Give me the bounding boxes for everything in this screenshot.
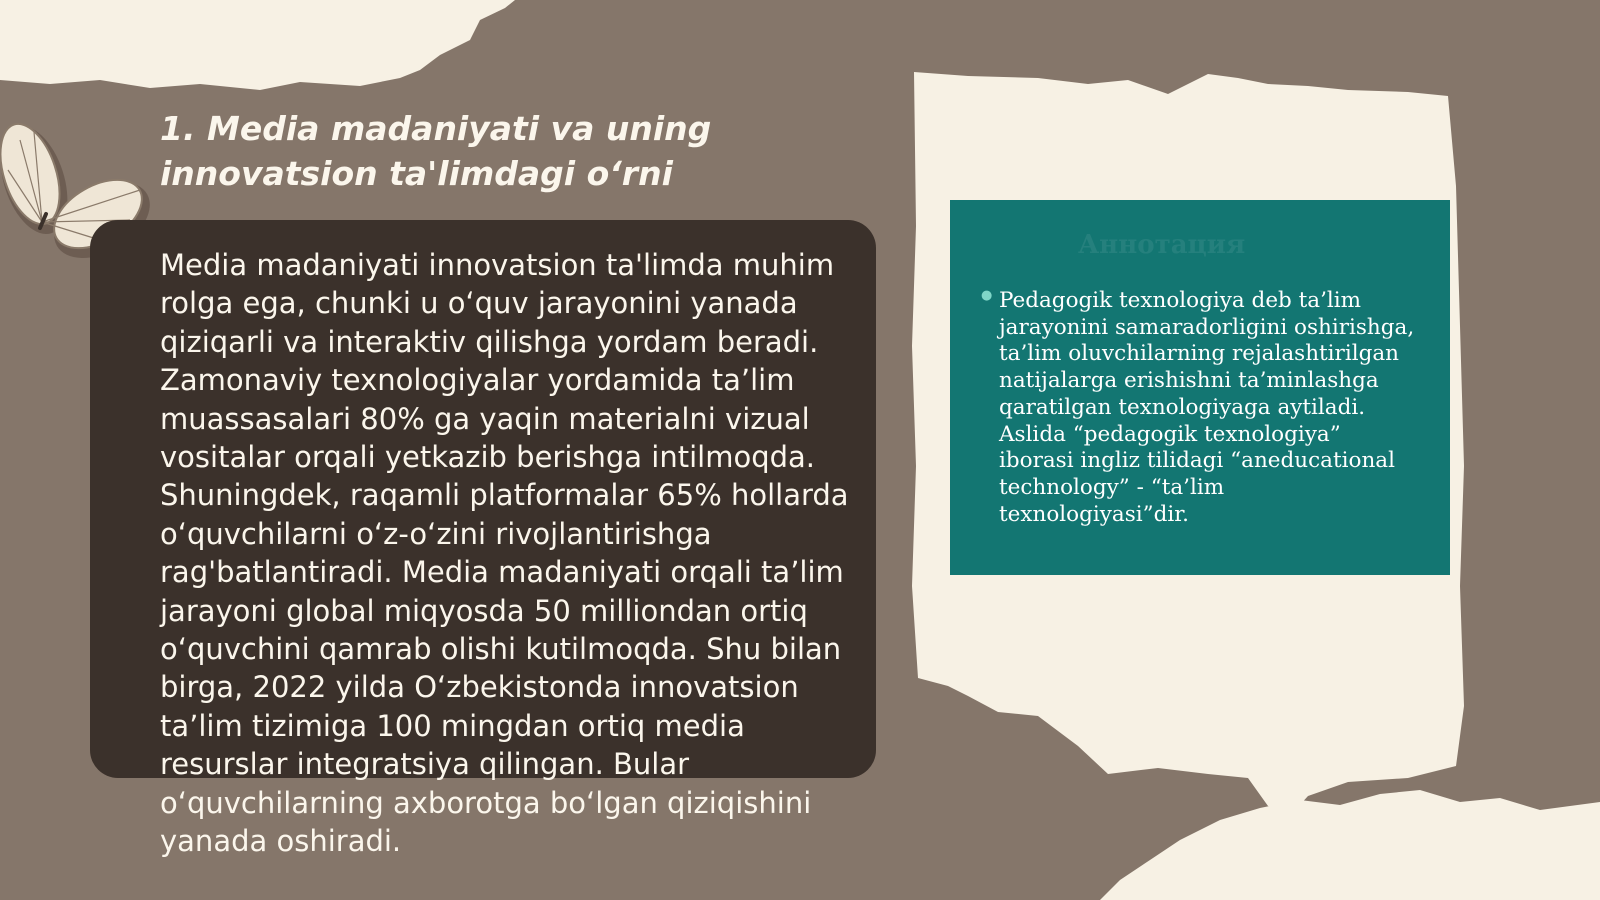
- torn-paper-top: [0, 0, 560, 100]
- bullet-dot-icon: ●: [981, 288, 993, 303]
- list-item: [981, 288, 1419, 528]
- body-paragraph: Media madaniyati innovatsion ta'limda muhim rolga ega, chunki u o‘quv jarayonini yanada qiziqarli va interaktiv qilishga yordam beradi. Zamonaviy texnologiyalar yordamida ta’lim muassasalari 80% ga yaqin materialni vizual vositalar orqali yetkazib berishga intilmoqda. Shuningdek, raqamli platformalar 65% hollarda o‘quvchilarni o‘z-o‘zini rivojlantirishga rag'batlantiradi. Media madaniyati orqali ta’lim jarayoni global miqyosda 50 milliondan ortiq o‘quvchini qamrab olishi kutilmoqda. Shu bilan birga, 2022 yilda O‘zbekistonda innovatsion ta’lim tizimiga 100 mingdan ortiq media resurslar integratsiya qilingan. Bular o‘quvchilarning axborotga bo‘lgan qiziqishini yanada oshiradi.: [160, 248, 849, 859]
- card-faint-word: Аннотация: [1078, 230, 1246, 260]
- teal-info-card: [950, 200, 1450, 575]
- card-bullet-text: Pedagogik texnologiya deb ta’lim jarayonini samaradorligini oshirishga, ta’lim oluvchilarning rejalashtirilgan natijalarga erishishni ta’minlashga qaratilgan texnologiyaga aytiladi. Aslida “pedagogik texnologiya” iborasi ingliz tilidagi “aneducational technology” - “ta’lim texnologiyasi”dir.: [999, 288, 1415, 527]
- card-bullet-list: [950, 288, 1419, 528]
- slide-title: 1. Media madaniyati va uning innovatsion ta'limdagi o‘rni: [160, 109, 712, 193]
